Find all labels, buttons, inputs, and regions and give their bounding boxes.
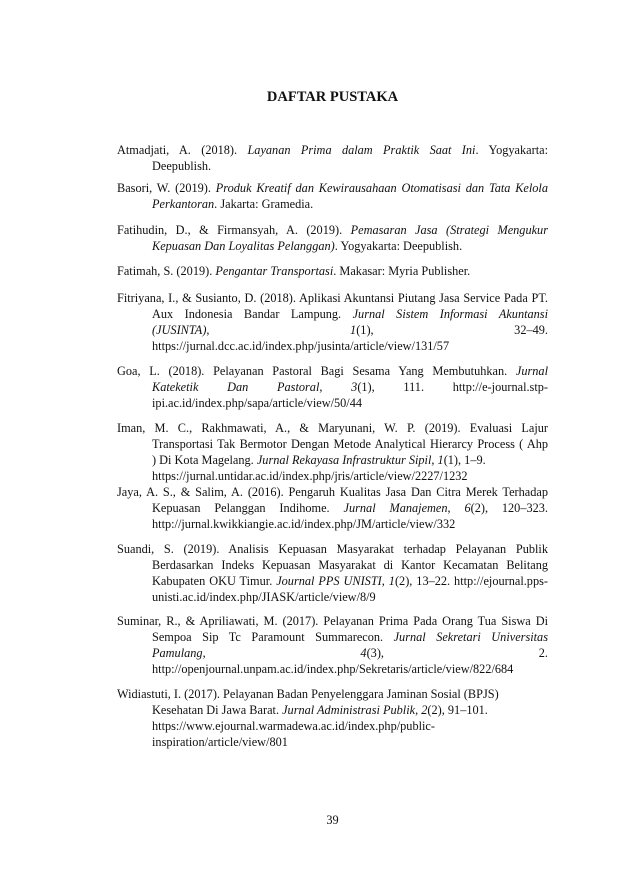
reference-text: . Makasar: Myria Publisher. [333, 264, 471, 278]
reference-italic-text: Jurnal Rekayasa Infrastruktur Sipil [256, 453, 432, 467]
reference-text: , [206, 323, 351, 337]
reference-line [152, 500, 548, 516]
reference-line [152, 645, 548, 661]
reference-italic-text: 1 [437, 453, 444, 467]
reference-line [152, 196, 548, 212]
reference-text: Iman, M. C., Rakhmawati, A., & Maryunani, W. P. (2019). Evaluasi Lajur [117, 421, 548, 435]
reference-text: , [319, 380, 352, 394]
reference-text: https://jurnal.dcc.ac.id/index.php/jusinta/article/view/131/57 [152, 339, 450, 353]
reference-text: (1), 1–9. [443, 453, 486, 467]
reference-line [152, 158, 548, 174]
reference-line [117, 484, 548, 500]
reference-text: Kesehatan Di Jawa Barat. [152, 703, 283, 717]
reference-entry [117, 484, 548, 532]
reference-italic-text: Jurnal Sekretari Universitas [393, 630, 548, 644]
reference-line [117, 290, 548, 306]
reference-text: https://jurnal.untidar.ac.id/index.php/jris/article/view/2227/1232 [152, 469, 468, 483]
reference-text: Basori, W. (2019). [117, 181, 216, 195]
reference-text: . Yogyakarta: Deepublish. [334, 239, 463, 253]
reference-line [152, 436, 548, 452]
reference-line [117, 613, 548, 629]
reference-text: Fatihudin, D., & Firmansyah, A. (2019). [117, 223, 351, 237]
reference-entry [117, 290, 548, 354]
reference-italic-text: Kepuasan Dan Loyalitas Pelanggan) [152, 239, 335, 253]
reference-line [152, 379, 548, 395]
reference-italic-text: Pemasaran Jasa (Strategi Mengukur [350, 223, 548, 237]
reference-text: Deepublish. [152, 159, 212, 173]
reference-line [117, 263, 548, 279]
reference-italic-text: Pamulang [152, 646, 203, 660]
reference-text: Atmadjati, A. (2018). [117, 143, 248, 157]
reference-italic-text: 1 [350, 323, 357, 337]
reference-line [152, 338, 548, 354]
reference-line [152, 395, 548, 411]
reference-text: Suandi, S. (2019). Analisis Kepuasan Masyarakat terhadap Pelayanan Publik [117, 542, 548, 556]
reference-line [117, 222, 548, 238]
reference-italic-text: Produk Kreatif dan Kewirausahaan Otomatisasi dan Tata Kelola [215, 181, 549, 195]
reference-italic-text: 3 [351, 380, 358, 394]
reference-line [152, 238, 548, 254]
reference-text: (2), 91–101. [427, 703, 488, 717]
reference-italic-text: Jurnal [515, 364, 548, 378]
reference-line [117, 420, 548, 436]
reference-line [117, 541, 548, 557]
reference-text: Goa, L. (2018). Pelayanan Pastoral Bagi Sesama Yang Membutuhkan. [117, 364, 516, 378]
reference-line [152, 702, 548, 718]
reference-text: (1), 32–49. [356, 323, 548, 337]
reference-entry [117, 541, 548, 605]
reference-italic-text: Jurnal Administrasi Publik [282, 703, 416, 717]
reference-line [152, 661, 548, 677]
reference-entry [117, 420, 548, 484]
reference-line [152, 573, 548, 589]
reference-text: Aux Indonesia Bandar Lampung. [152, 307, 353, 321]
reference-italic-text: (JUSINTA) [152, 323, 207, 337]
reference-text: Jaya, A. S., & Salim, A. (2016). Pengaruh Kualitas Jasa Dan Citra Merek Terhadap [117, 485, 548, 499]
reference-italic-text: Layanan Prima dalam Praktik Saat Ini [247, 143, 476, 157]
reference-italic-text: Jurnal Sistem Informasi Akuntansi [352, 307, 549, 321]
reference-text: Fatimah, S. (2019). [117, 264, 216, 278]
reference-text: http://jurnal.kwikkiangie.ac.id/index.php/JM/article/view/332 [152, 517, 456, 531]
reference-italic-text: Jurnal Manajemen [343, 501, 448, 515]
reference-line [152, 718, 548, 734]
reference-text: , [431, 453, 438, 467]
page-title: DAFTAR PUSTAKA [266, 89, 399, 105]
reference-entry [117, 180, 548, 212]
reference-text: https://www.ejournal.warmadewa.ac.id/index.php/public- [152, 719, 435, 733]
page-number: 39 [326, 813, 339, 827]
reference-text: . Jakarta: Gramedia. [214, 197, 314, 211]
reference-italic-text: 6 [464, 501, 471, 515]
reference-text: , [381, 574, 389, 588]
reference-italic-text: Perkantoran [152, 197, 215, 211]
reference-text: Kepuasan Pelanggan Indihome. [152, 501, 344, 515]
reference-line [152, 468, 548, 484]
reference-italic-text: 2 [421, 703, 428, 717]
reference-italic-text: Pengantar Transportasi [215, 264, 334, 278]
reference-text: , [415, 703, 422, 717]
reference-line [152, 322, 548, 338]
reference-entry [117, 363, 548, 411]
reference-italic-text: Journal PPS UNISTI [276, 574, 382, 588]
reference-text: , [447, 501, 465, 515]
reference-text: Berdasarkan Indeks Kepuasan Masyarakat di Kantor Kecamatan Belitang [152, 558, 548, 572]
reference-line [152, 589, 548, 605]
reference-entry [117, 142, 548, 174]
reference-line [117, 363, 548, 379]
reference-line [117, 142, 548, 158]
reference-entry [117, 222, 548, 254]
reference-text: http://openjournal.unpam.ac.id/index.php/Sekretaris/article/view/822/684 [152, 662, 514, 676]
reference-text: Suminar, R., & Apriliawati, M. (2017). Pelayanan Prima Pada Orang Tua Siswa Di [117, 614, 548, 628]
reference-italic-text: 4 [360, 646, 367, 660]
reference-italic-text: Kateketik Dan Pastoral [152, 380, 320, 394]
reference-italic-text: 1 [388, 574, 395, 588]
reference-text: . Yogyakarta: [475, 143, 548, 157]
reference-entry [117, 613, 548, 677]
reference-text: (3), 2. [366, 646, 548, 660]
reference-line [152, 629, 548, 645]
reference-text: inspiration/article/view/801 [152, 735, 288, 749]
reference-text: Transportasi Tak Bermotor Dengan Metode Analytical Hierarcy Process ( Ahp [152, 437, 548, 451]
reference-text: (2), 13–22. http://ejournal.pps- [394, 574, 548, 588]
reference-text: , [202, 646, 361, 660]
reference-text: ipi.ac.id/index.php/sapa/article/view/50/44 [152, 396, 363, 410]
reference-line [152, 306, 548, 322]
reference-line [152, 516, 548, 532]
reference-text: ) Di Kota Magelang. [152, 453, 257, 467]
reference-entry [117, 686, 548, 750]
reference-line [152, 734, 548, 750]
reference-line [117, 686, 548, 702]
reference-text: Fitriyana, I., & Susianto, D. (2018). Aplikasi Akuntansi Piutang Jasa Service Pada PT. [117, 291, 548, 305]
reference-text: Kabupaten OKU Timur. [152, 574, 277, 588]
reference-line [117, 180, 548, 196]
reference-text: (1), 111. http://e-journal.stp- [357, 380, 549, 394]
reference-text: unisti.ac.id/index.php/JIASK/article/view/8/9 [152, 590, 376, 604]
reference-text: (2), 120–323. [470, 501, 548, 515]
reference-line [152, 452, 548, 468]
reference-text: Widiastuti, I. (2017). Pelayanan Badan Penyelenggara Jaminan Sosial (BPJS) [117, 687, 499, 701]
reference-entry [117, 263, 548, 279]
reference-text: Sempoa Sip Tc Paramount Summarecon. [152, 630, 394, 644]
reference-line [152, 557, 548, 573]
